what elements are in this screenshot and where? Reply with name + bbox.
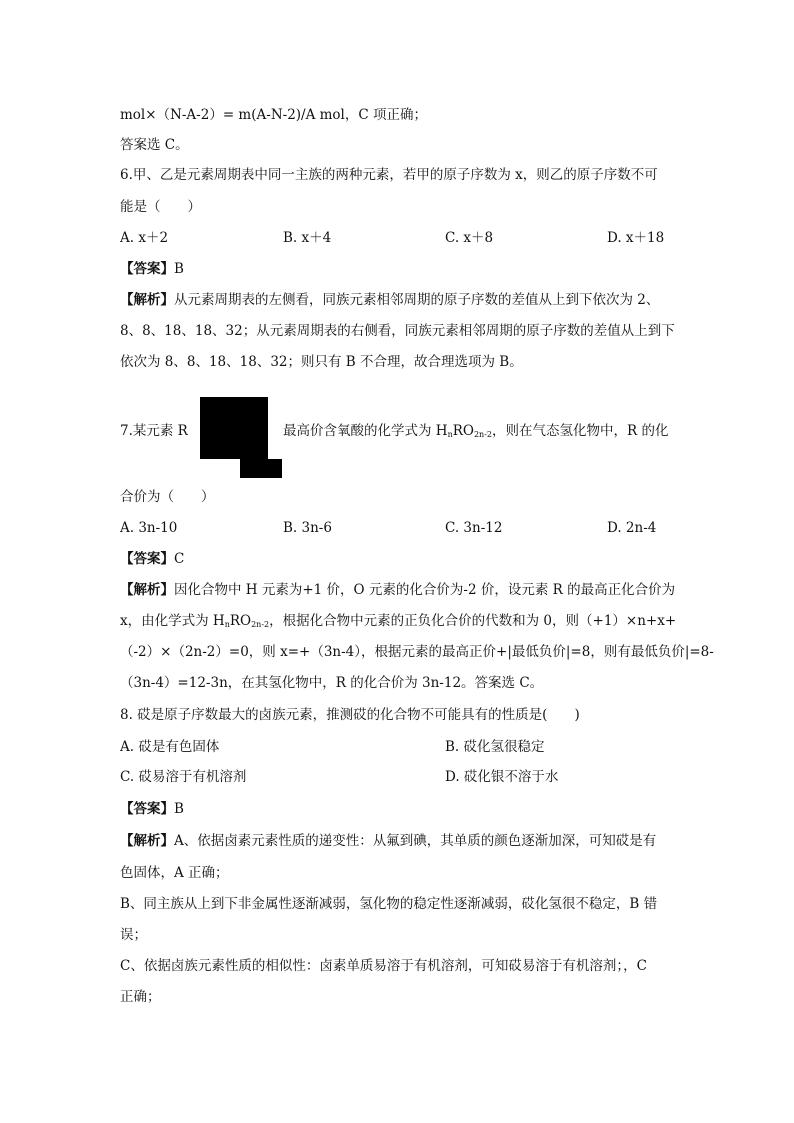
explanation-text: 因化合物中 H 元素为+1 价，O 元素的化合价为-2 价，设元素 R 的最高正化合价为 [174,582,676,598]
text-fragment: 最高价含氧酸的化学式为 H [283,423,448,439]
text-fragment: ，则在气态氢化物中，R 的化 [492,423,669,439]
question-7-option-d: D. 2n-4 [607,520,657,536]
explanation-text: A、依据卤素元素性质的递变性：从氟到碘，其单质的颜色逐渐加深，可知砹是有 [174,833,657,849]
question-6-stem: 6.甲、乙是元素周期表中同一主族的两种元素，若甲的原子序数为 x，则乙的原子序数不可 [120,167,658,183]
question-8-answer [120,799,184,819]
text-line: 答案选 C。 [120,137,189,153]
answer-label: 【答案】 [120,551,174,567]
question-8-option-a: A. 砹是有色固体 [120,739,220,755]
subscript: n [447,430,453,439]
redacted-image [200,397,268,459]
text-line: mol×（N-A-2）= m(A-N-2)/A mol，C 项正确； [120,107,427,123]
question-7-explanation: （-2）×（2n-2）=0，则 x=+（3n-4），根据元素的最高正价+|最低负价|=8，则有最低负价|=8- [120,644,714,660]
question-8-explanation: B、同主族从上到下非金属性逐渐减弱，氢化物的稳定性逐渐减弱，砹化氢很不稳定，B 错 [120,896,658,912]
question-7-stem-start: 7.某元素 R [120,423,188,439]
question-7-stem-end [283,421,668,445]
question-8-explanation: 误； [120,927,147,943]
question-6-option-b: B. x＋4 [283,230,332,246]
question-6-option-c: C. x＋8 [445,230,494,246]
answer-value: B [174,801,184,817]
text-fragment: x，由化学式为 H [120,613,225,629]
question-6-option-d: D. x＋18 [607,230,665,246]
question-6-stem: 能是（ ） [120,199,201,215]
explanation-label: 【解析】 [120,833,174,849]
explanation-label: 【解析】 [120,582,174,598]
question-6-explanation [120,290,659,310]
text-fragment: ，根据化合物中元素的正负化合价的代数和为 0，则（+1）×n+x+ [269,613,677,629]
answer-label: 【答案】 [120,261,174,277]
question-7-explanation: （3n-4）=12-3n，在其氢化物中，R 的化合价为 3n-12。答案选 C。 [120,675,544,691]
question-8-explanation: 色固体，A 正确； [120,865,229,881]
question-6-explanation: 依次为 8、8、18、18、32；则只有 B 不合理，故合理选项为 B。 [120,354,523,370]
question-6-option-a: A. x＋2 [120,230,169,246]
question-7-option-c: C. 3n-12 [445,520,503,536]
subscript: n [224,620,230,629]
subscript: 2n-2 [251,620,270,629]
question-6-explanation: 8、8、18、18、32；从元素周期表的右侧看，同族元素相邻周期的原子序数的差值从上到下 [120,323,675,339]
question-8-option-d: D. 砹化银不溶于水 [445,769,559,785]
question-8-option-c: C. 砹易溶于有机溶剂 [120,769,247,785]
text-fragment: RO [452,423,474,439]
question-7-stem: 合价为（ ） [120,489,215,505]
text-fragment: RO [229,613,252,629]
question-8-explanation [120,831,656,851]
question-7-option-a: A. 3n-10 [120,520,178,536]
redacted-image [240,459,282,478]
subscript: 2n-2 [473,430,493,439]
question-6-answer [120,259,184,279]
question-8-explanation: 正确； [120,989,161,1005]
explanation-text: 从元素周期表的左侧看，同族元素相邻周期的原子序数的差值从上到下依次为 2、 [174,292,660,308]
question-7-answer [120,549,184,569]
explanation-label: 【解析】 [120,292,174,308]
answer-value: C [174,551,185,567]
answer-value: B [174,261,184,277]
question-7-option-b: B. 3n-6 [283,520,332,536]
question-8-explanation: C、依据卤族元素性质的相似性：卤素单质易溶于有机溶剂，可知砹易溶于有机溶剂；，C [120,958,647,974]
question-7-explanation [120,580,675,600]
answer-label: 【答案】 [120,801,174,817]
question-7-explanation [120,611,676,635]
question-8-option-b: B. 砹化氢很稳定 [445,739,545,755]
question-8-stem: 8. 砹是原子序数最大的卤族元素，推测砹的化合物不可能具有的性质是( ) [120,707,580,723]
